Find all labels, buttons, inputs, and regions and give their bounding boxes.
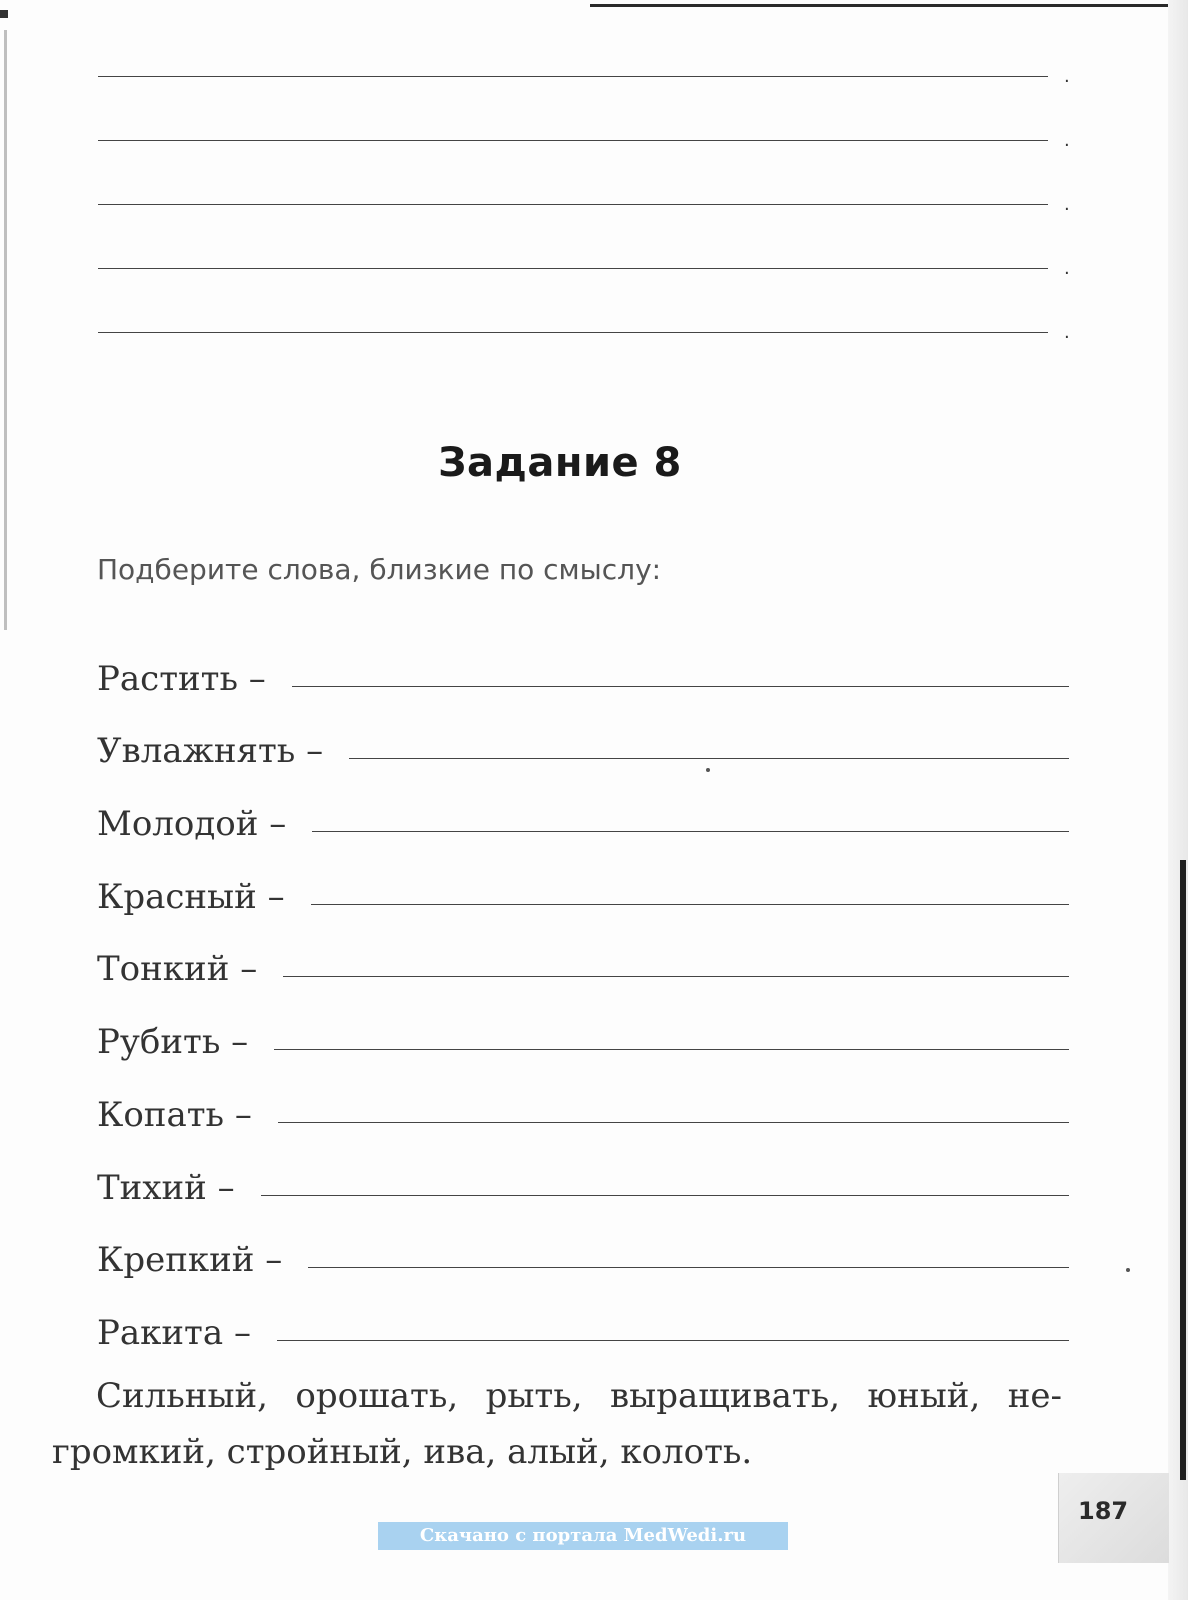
answer-blank[interactable] (311, 904, 1069, 905)
answer-blank[interactable] (278, 1122, 1069, 1123)
scan-corner-mark (0, 10, 8, 18)
answer-line-rule (98, 76, 1048, 77)
exercise-row (97, 1137, 1077, 1210)
answer-blank[interactable] (283, 976, 1069, 977)
answer-line[interactable] (98, 194, 1078, 268)
exercise-row (97, 1064, 1077, 1137)
line-end-period: . (1064, 258, 1070, 279)
download-watermark: Скачано с портала MedWedi.ru (378, 1522, 788, 1550)
scan-edge-right-shadow (1180, 860, 1186, 1480)
answer-line-rule (98, 332, 1048, 333)
exercise-row (97, 991, 1077, 1064)
exercise-word: Рубить – (97, 1022, 249, 1063)
exercise-word: Увлажнять – (97, 731, 324, 772)
exercise-row (97, 846, 1077, 919)
answer-blank[interactable] (261, 1195, 1069, 1196)
line-end-period: . (1064, 322, 1070, 343)
word-bank-line: громкий, стройный, ива, алый, колоть. (52, 1432, 753, 1472)
exercise-row (97, 919, 1077, 992)
answer-blank[interactable] (349, 758, 1069, 759)
exercise-word: Растить – (97, 658, 266, 699)
exercise-word: Тихий – (97, 1167, 235, 1208)
answer-blank[interactable] (277, 1340, 1069, 1341)
exercise-row (97, 628, 1077, 701)
answer-line[interactable] (98, 130, 1078, 204)
exercise-word: Молодой – (97, 804, 287, 845)
exercise-word: Красный – (97, 876, 285, 917)
line-end-period: . (1064, 194, 1070, 215)
line-end-period: . (1064, 130, 1070, 151)
answer-line-rule (98, 140, 1048, 141)
answer-line-rule (98, 204, 1048, 205)
exercise-row (97, 1282, 1077, 1355)
exercise-row (97, 701, 1077, 774)
synonym-exercise-list (97, 628, 1077, 1355)
scan-speck (1126, 1268, 1130, 1272)
task-title: Задание 8 (438, 440, 682, 486)
scan-edge-top (590, 4, 1170, 7)
answer-line[interactable] (98, 322, 1078, 396)
word-bank-line: Сильный, орошать, рыть, выращивать, юный, не- (96, 1376, 1062, 1416)
line-end-period: . (1064, 66, 1070, 87)
answer-blank[interactable] (312, 831, 1069, 832)
answer-blank[interactable] (292, 686, 1069, 687)
page-number: 187 (1078, 1497, 1129, 1525)
answer-line[interactable] (98, 66, 1078, 140)
scan-edge-left (4, 30, 7, 630)
task-instruction: Подберите слова, близкие по смыслу: (97, 553, 662, 586)
exercise-row (97, 1210, 1077, 1283)
answer-line[interactable] (98, 258, 1078, 332)
exercise-word: Ракита – (97, 1312, 251, 1353)
exercise-word: Тонкий – (97, 949, 258, 990)
exercise-row (97, 773, 1077, 846)
exercise-word: Крепкий – (97, 1240, 283, 1281)
scan-speck (706, 768, 710, 772)
exercise-word: Копать – (97, 1094, 252, 1135)
answer-line-rule (98, 268, 1048, 269)
word-bank (52, 1368, 1062, 1480)
answer-blank[interactable] (274, 1049, 1069, 1050)
answer-blank[interactable] (308, 1267, 1069, 1268)
answer-lines-previous-task (98, 66, 1078, 396)
